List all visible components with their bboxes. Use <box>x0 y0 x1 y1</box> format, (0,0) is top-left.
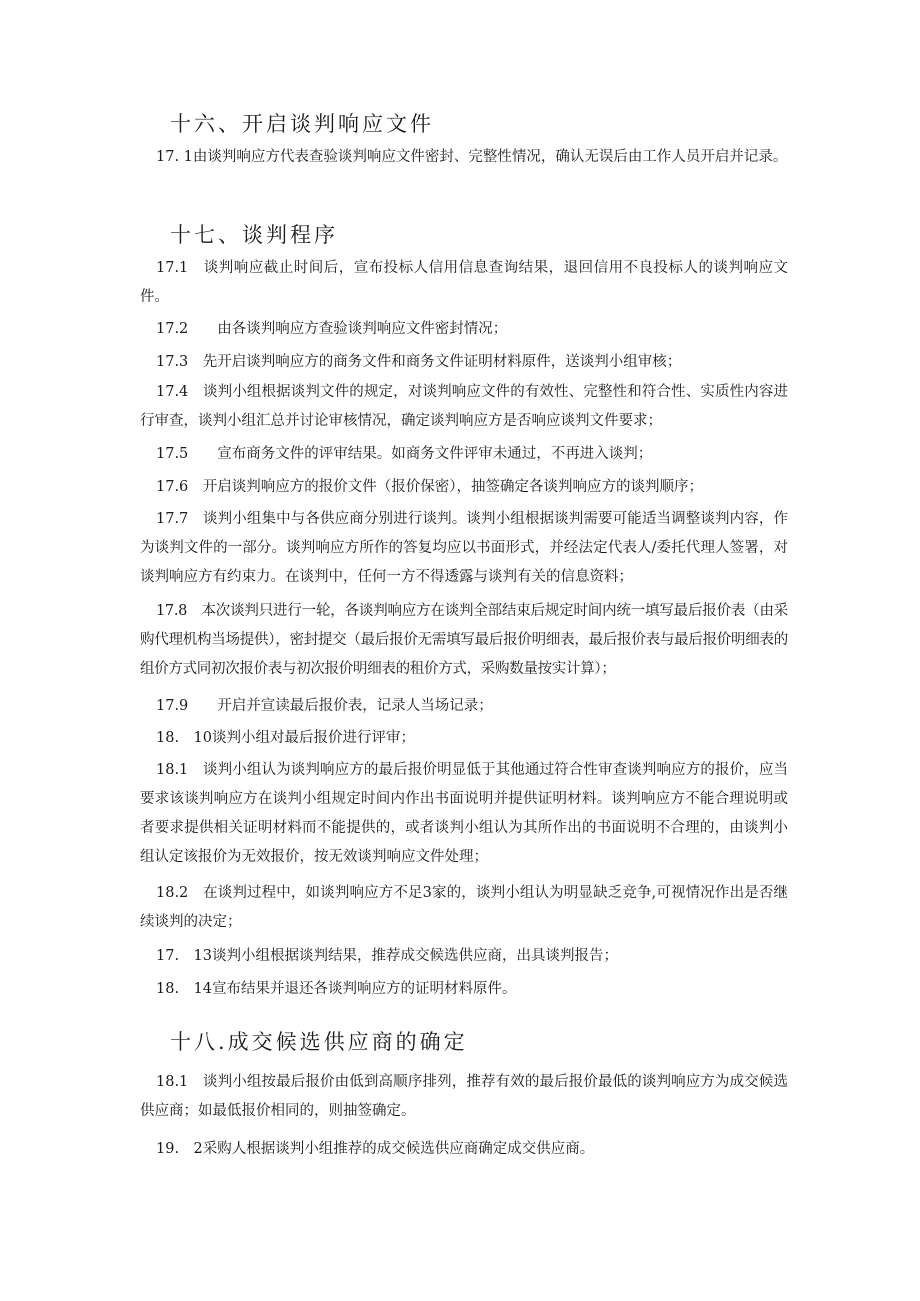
paragraph-17-7: 17.7 谈判小组集中与各供应商分别进行谈判。谈判小组根据谈判需要可能适当调整谈判内容，作为谈判文件的一部分。谈判响应方所作的答复均应以书面形式，并经法定代表人/委托代理人签署，对谈判响应方有约束力。在谈判中，任何一方不得透露与谈判有关的信息资料； <box>140 511 788 585</box>
paragraph-17-1: 17.1 谈判响应截止时间后，宣布投标人信用信息查询结果，退回信用不良投标人的谈判响应文件。 <box>140 260 788 305</box>
paragraph-18-1-candidate: 18.1 谈判小组按最后报价由低到高顺序排列，推荐有效的最后报价最低的谈判响应方为成交候选供应商；如最低报价相同的，则抽签确定。 <box>140 1074 788 1119</box>
paragraph-18-10: 18. 10谈判小组对最后报价进行评审； <box>156 730 416 746</box>
paragraph-17-8: 17.8 本次谈判只进行一轮，各谈判响应方在谈判全部结束后规定时间内统一填写最后报价表（由采购代理机构当场提供），密封提交（最后报价无需填写最后报价明细表，最后报价表与最后报价明细表的组价方式同初次报价表与初次报价明细表的租价方式，采购数量按实计算）； <box>140 603 788 677</box>
paragraph-19-2: 19. 2采购人根据谈判小组推荐的成交候选供应商确定成交供应商。 <box>156 1141 595 1157</box>
paragraph-18-14: 18. 14宣布结果并退还各谈判响应方的证明材料原件。 <box>156 981 517 997</box>
paragraph-17-13: 17. 13谈判小组根据谈判结果，推荐成交候选供应商，出具谈判报告； <box>156 948 619 964</box>
paragraph-18-1: 18.1 谈判小组认为谈判响应方的最后报价明显低于其他通过符合性审查谈判响应方的报价，应当要求该谈判响应方在谈判小组规定时间内作出书面说明并提供证明材料。谈判响应方不能合理说明或者要求提供相关证明材料而不能提供的，或者谈判小组认为其所作出的书面说明不合理的，由谈判小组认定该报价为无效报价，按无效谈判响应文件处理； <box>140 762 788 865</box>
paragraph-17-9: 17.9 开启并宣读最后报价表，记录人当场记录； <box>156 698 493 714</box>
paragraph-17-4: 17.4 谈判小组根据谈判文件的规定，对谈判响应文件的有效性、完整性和符合性、实质性内容进行审查，谈判小组汇总并讨论审核情况，确定谈判响应方是否响应谈判文件要求； <box>140 384 788 429</box>
section-heading-17: 十七、谈判程序 <box>170 223 338 247</box>
section-heading-16: 十六、开启谈判响应文件 <box>170 112 434 136</box>
paragraph-17-2: 17.2 由各谈判响应方查验谈判响应文件密封情况； <box>156 321 508 337</box>
paragraph-17-1-open: 17. 1由谈判响应方代表查验谈判响应文件密封、完整性情况，确认无误后由工作人员开启并记录。 <box>156 149 788 165</box>
paragraph-17-3: 17.3 先开启谈判响应方的商务文件和商务文件证明材料原件，送谈判小组审核； <box>156 354 682 370</box>
paragraph-17-6: 17.6 开启谈判响应方的报价文件（报价保密），抽签确定各谈判响应方的谈判顺序； <box>156 479 704 495</box>
paragraph-17-5: 17.5 宣布商务文件的评审结果。如商务文件评审未通过，不再进入谈判； <box>156 446 653 462</box>
paragraph-18-2: 18.2 在谈判过程中，如谈判响应方不足3家的，谈判小组认为明显缺乏竞争,可视情况作出是否继续谈判的决定； <box>140 885 788 930</box>
section-heading-18: 十八.成交候选供应商的确定 <box>170 1030 468 1054</box>
